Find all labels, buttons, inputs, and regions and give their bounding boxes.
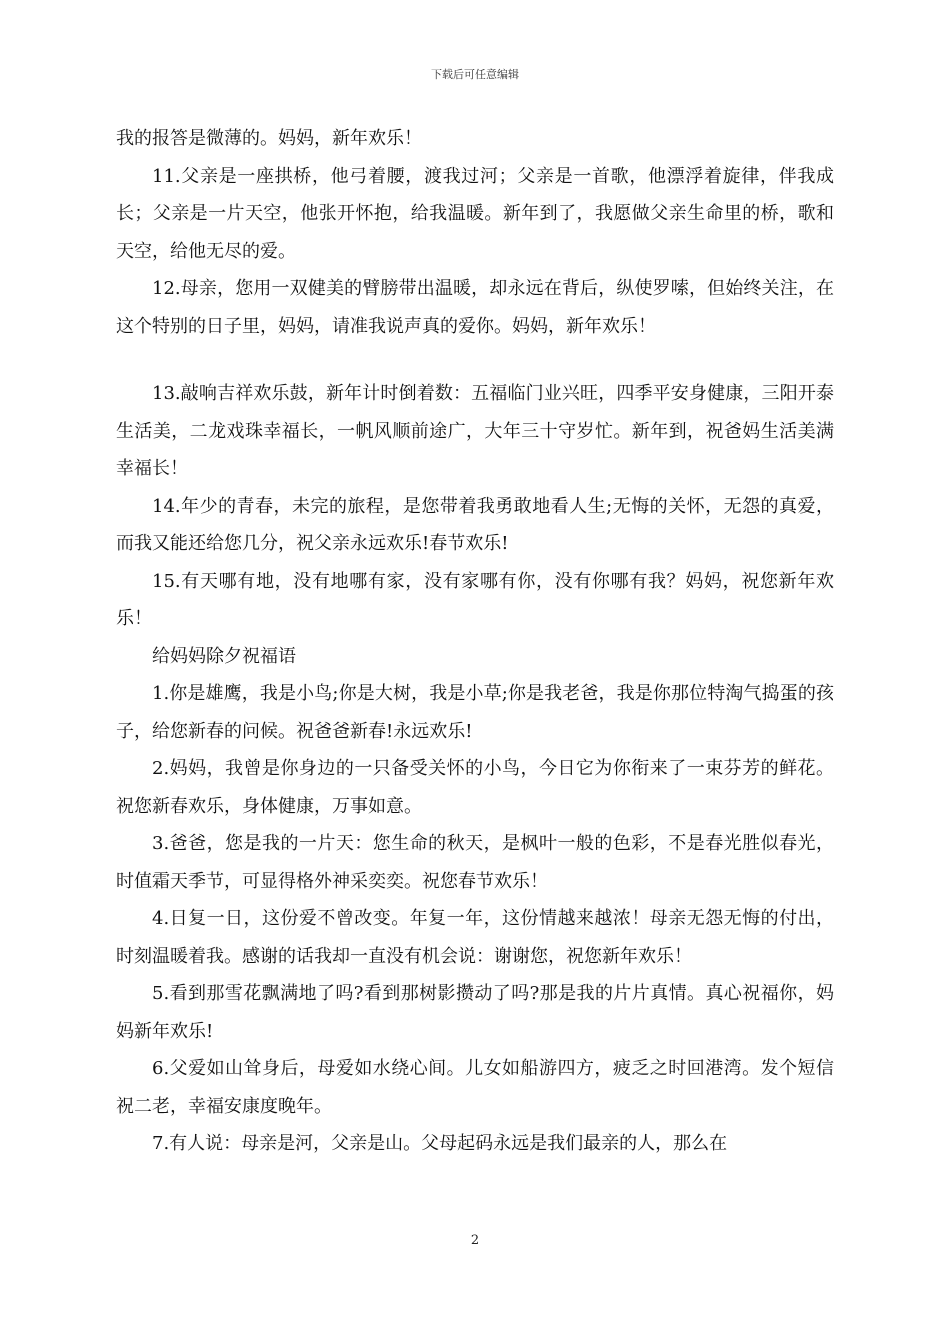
paragraph-item-6: 6.父爱如山耸身后，母爱如水绕心间。儿女如船游四方，疲乏之时回港湾。发个短信祝二老，幸福安康度晚年。: [116, 1058, 834, 1117]
paragraph-item-12: 12.母亲，您用一双健美的臂膀带出温暖，却永远在背后，纵使罗嗦，但始终关注，在这个特别的日子里，妈妈，请准我说声真的爱你。妈妈，新年欢乐！: [116, 278, 834, 337]
paragraph-continuation: 我的报答是微薄的。妈妈，新年欢乐！: [116, 128, 422, 149]
document-body: [116, 120, 834, 1163]
paragraph-item-2: 2.妈妈，我曾是你身边的一只备受关怀的小鸟，今日它为你衔来了一束芬芳的鲜花。祝您新春欢乐，身体健康，万事如意。: [116, 758, 834, 817]
paragraph-item-1: 1.你是雄鹰，我是小鸟;你是大树，我是小草;你是我老爸，我是你那位特淘气捣蛋的孩子，给您新春的问候。祝爸爸新春!永远欢乐!: [116, 683, 834, 742]
paragraph-item-11: 11.父亲是一座拱桥，他弓着腰，渡我过河；父亲是一首歌，他漂浮着旋律，伴我成长；父亲是一片天空，他张开怀抱，给我温暖。新年到了，我愿做父亲生命里的桥，歌和天空，给他无尽的爱。: [116, 165, 834, 262]
paragraph-item-7: 7.有人说：母亲是河，父亲是山。父母起码永远是我们最亲的人，那么在: [152, 1133, 728, 1154]
paragraph-item-13: 13.敲响吉祥欢乐鼓，新年计时倒着数：五福临门业兴旺，四季平安身健康，三阳开泰生活美，二龙戏珠幸福长，一帆风顺前途广，大年三十守岁忙。新年到，祝爸妈生活美满幸福长！: [116, 383, 834, 479]
page-header: 下载后可任意编辑: [431, 68, 519, 81]
paragraph-item-5: 5.看到那雪花飘满地了吗?看到那树影攒动了吗?那是我的片片真情。真心祝福你，妈妈新年欢乐!: [116, 983, 834, 1042]
section-heading: 给妈妈除夕祝福语: [152, 645, 296, 667]
paragraph-item-15: 15.有天哪有地，没有地哪有家，没有家哪有你，没有你哪有我？妈妈，祝您新年欢乐！: [116, 570, 834, 629]
paragraph-item-3: 3.爸爸，您是我的一片天：您生命的秋天，是枫叶一般的色彩，不是春光胜似春光，时值霜天季节，可显得格外神采奕奕。祝您春节欢乐！: [116, 833, 834, 892]
paragraph-item-14: 14.年少的青春，未完的旅程，是您带着我勇敢地看人生;无悔的关怀，无怨的真爱，而我又能还给您几分，祝父亲永远欢乐!春节欢乐!: [116, 495, 834, 554]
paragraph-item-4: 4.日复一日，这份爱不曾改变。年复一年，这份情越来越浓！母亲无怨无悔的付出，时刻温暖着我。感谢的话我却一直没有机会说：谢谢您，祝您新年欢乐！: [116, 908, 834, 967]
page-number: 2: [470, 1233, 480, 1248]
